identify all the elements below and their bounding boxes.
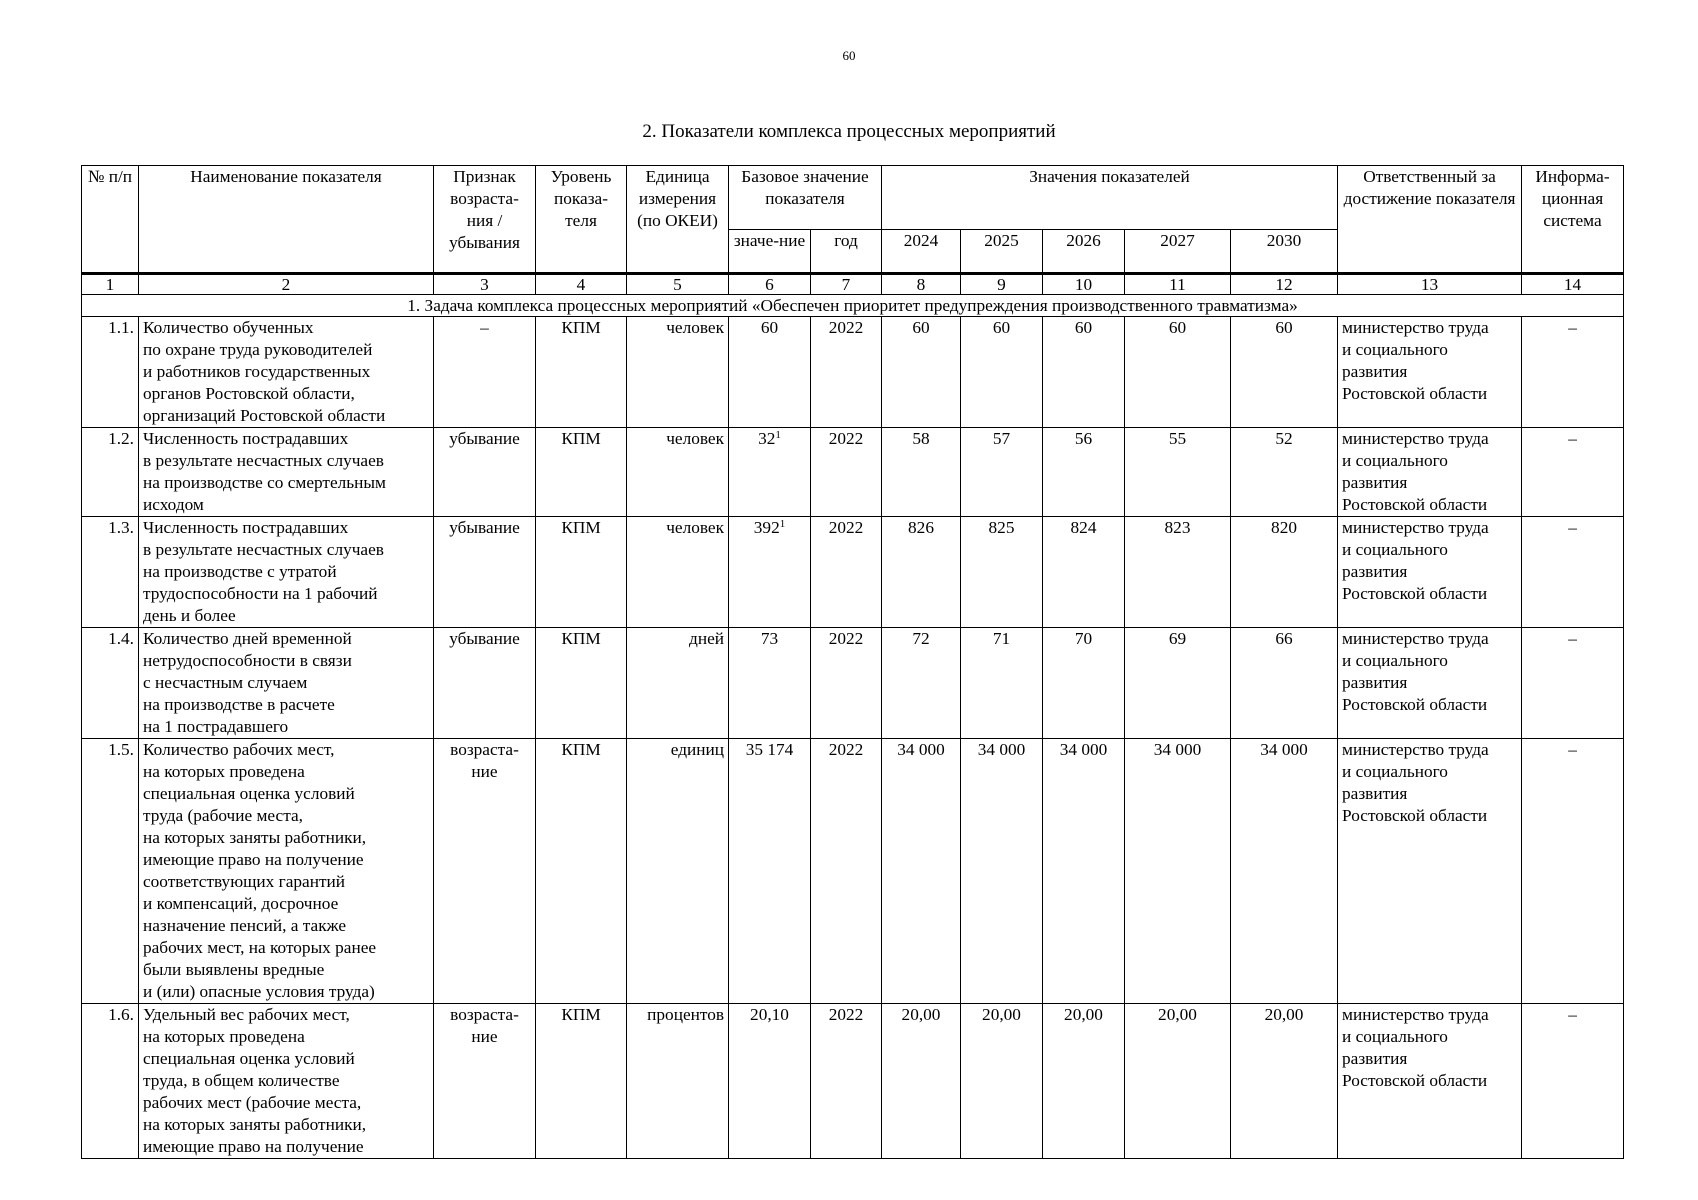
base-year: 2022 <box>811 428 882 517</box>
indicator-level: КПМ <box>536 517 627 628</box>
base-year: 2022 <box>811 739 882 1004</box>
infosystem: – <box>1522 428 1624 517</box>
value-2026: 60 <box>1043 317 1125 428</box>
indicator-name: Численность пострадавших в результате несчастных случаев на производстве с утратой трудоспособности на 1 рабочий день и более <box>139 517 434 628</box>
header-level: Уровень показа-теля <box>536 166 627 274</box>
task-row <box>82 295 1624 317</box>
indicator-level: КПМ <box>536 317 627 428</box>
value-2027: 823 <box>1125 517 1231 628</box>
indicator-name: Удельный вес рабочих мест, на которых проведена специальная оценка условий труда, в общем количестве рабочих мест (рабочие места, на которых заняты работники, имеющие право на получение <box>139 1004 434 1159</box>
column-number: 2 <box>139 274 434 295</box>
infosystem: – <box>1522 739 1624 1004</box>
header-base: Базовое значение показателя <box>729 166 882 230</box>
header-year-2026: 2026 <box>1043 230 1125 274</box>
table-row <box>82 628 1624 739</box>
value-2030: 820 <box>1231 517 1338 628</box>
column-number: 11 <box>1125 274 1231 295</box>
base-year: 2022 <box>811 517 882 628</box>
value-2027: 69 <box>1125 628 1231 739</box>
table-row <box>82 1004 1624 1159</box>
column-number: 1 <box>82 274 139 295</box>
indicator-sign: убывание <box>434 517 536 628</box>
header-year-2027: 2027 <box>1125 230 1231 274</box>
base-year: 2022 <box>811 317 882 428</box>
value-2025: 57 <box>961 428 1043 517</box>
header-name: Наименование показателя <box>139 166 434 274</box>
header-values: Значения показателей <box>882 166 1338 230</box>
header-num: № п/п <box>82 166 139 274</box>
base-value-text: 32 <box>758 429 776 448</box>
base-value-text: 35 174 <box>745 740 794 759</box>
indicator-sign: убывание <box>434 628 536 739</box>
indicator-sign: – <box>434 317 536 428</box>
header-year-2030: 2030 <box>1231 230 1338 274</box>
column-number: 13 <box>1338 274 1522 295</box>
section-title: 2. Показатели комплекса процессных мероприятий <box>642 121 1056 142</box>
table-row <box>82 317 1624 428</box>
indicator-unit: дней <box>627 628 729 739</box>
value-2026: 34 000 <box>1043 739 1125 1004</box>
indicator-level: КПМ <box>536 739 627 1004</box>
responsible: министерство труда и социального развития Ростовской области <box>1338 317 1522 428</box>
row-number: 1.6. <box>82 1004 139 1159</box>
task-title: 1. Задача комплекса процессных мероприятий «Обеспечен приоритет предупреждения производственного травматизма» <box>82 295 1624 317</box>
base-value <box>729 317 811 428</box>
column-number: 4 <box>536 274 627 295</box>
base-value-text: 20,10 <box>750 1005 789 1024</box>
responsible: министерство труда и социального развития Ростовской области <box>1338 1004 1522 1159</box>
column-number: 12 <box>1231 274 1338 295</box>
header-unit: Единица измерения (по ОКЕИ) <box>627 166 729 274</box>
row-number: 1.5. <box>82 739 139 1004</box>
infosystem: – <box>1522 317 1624 428</box>
column-number: 8 <box>882 274 961 295</box>
header-sign: Признак возраста-ния / убывания <box>434 166 536 274</box>
indicator-unit: человек <box>627 317 729 428</box>
value-2030: 66 <box>1231 628 1338 739</box>
indicator-unit: человек <box>627 517 729 628</box>
column-number: 10 <box>1043 274 1125 295</box>
indicator-name: Количество дней временной нетрудоспособности в связи с несчастным случаем на производстве в расчете на 1 пострадавшего <box>139 628 434 739</box>
base-value <box>729 739 811 1004</box>
base-value <box>729 628 811 739</box>
base-year: 2022 <box>811 628 882 739</box>
indicator-name: Количество обученных по охране труда руководителей и работников государственных органов Ростовской области, организаций Ростовской области <box>139 317 434 428</box>
header-base-value: значе-ние <box>729 230 811 274</box>
footnote-marker: 1 <box>779 518 786 530</box>
header-infosystem: Информа-ционная система <box>1522 166 1624 274</box>
value-2024: 72 <box>882 628 961 739</box>
value-2025: 71 <box>961 628 1043 739</box>
value-2026: 56 <box>1043 428 1125 517</box>
base-value <box>729 517 811 628</box>
value-2027: 34 000 <box>1125 739 1231 1004</box>
indicator-level: КПМ <box>536 428 627 517</box>
table-row <box>82 517 1624 628</box>
base-value-text: 60 <box>760 318 779 337</box>
header-responsible: Ответственный за достижение показателя <box>1338 166 1522 274</box>
value-2026: 824 <box>1043 517 1125 628</box>
column-number: 7 <box>811 274 882 295</box>
responsible: министерство труда и социального развития Ростовской области <box>1338 517 1522 628</box>
row-number: 1.2. <box>82 428 139 517</box>
responsible: министерство труда и социального развития Ростовской области <box>1338 628 1522 739</box>
page-number: 60 <box>842 48 856 63</box>
infosystem: – <box>1522 1004 1624 1159</box>
indicator-unit: единиц <box>627 739 729 1004</box>
indicator-level: КПМ <box>536 628 627 739</box>
header-base-year: год <box>811 230 882 274</box>
value-2024: 20,00 <box>882 1004 961 1159</box>
indicator-unit: процентов <box>627 1004 729 1159</box>
value-2025: 34 000 <box>961 739 1043 1004</box>
value-2030: 20,00 <box>1231 1004 1338 1159</box>
responsible: министерство труда и социального развития Ростовской области <box>1338 428 1522 517</box>
value-2027: 55 <box>1125 428 1231 517</box>
value-2024: 34 000 <box>882 739 961 1004</box>
column-number: 14 <box>1522 274 1624 295</box>
base-value <box>729 428 811 517</box>
value-2030: 34 000 <box>1231 739 1338 1004</box>
base-year: 2022 <box>811 1004 882 1159</box>
header-year-2025: 2025 <box>961 230 1043 274</box>
header-year-2024: 2024 <box>882 230 961 274</box>
value-2030: 52 <box>1231 428 1338 517</box>
value-2024: 58 <box>882 428 961 517</box>
infosystem: – <box>1522 628 1624 739</box>
value-2025: 60 <box>961 317 1043 428</box>
indicator-level: КПМ <box>536 1004 627 1159</box>
indicator-sign: возраста- ние <box>434 1004 536 1159</box>
indicator-unit: человек <box>627 428 729 517</box>
footnote-marker: 1 <box>775 429 781 441</box>
column-number-row <box>82 274 1624 295</box>
header-row <box>82 166 1624 230</box>
table-row <box>82 739 1624 1004</box>
indicator-name: Численность пострадавших в результате несчастных случаев на производстве со смертельным исходом <box>139 428 434 517</box>
indicator-sign: возраста- ние <box>434 739 536 1004</box>
row-number: 1.4. <box>82 628 139 739</box>
indicator-name: Количество рабочих мест, на которых проведена специальная оценка условий труда (рабочие места, на которых заняты работники, имеющие право на получение соответствующих гарантий и компенсаций, досрочное назначение пенсий, а также рабочих мест, на которых ранее были выявлены вредные и (или) опасные условия труда) <box>139 739 434 1004</box>
column-number: 3 <box>434 274 536 295</box>
value-2030: 60 <box>1231 317 1338 428</box>
value-2025: 20,00 <box>961 1004 1043 1159</box>
value-2027: 20,00 <box>1125 1004 1231 1159</box>
base-value-text: 392 <box>753 518 780 537</box>
column-number: 5 <box>627 274 729 295</box>
base-value-text: 73 <box>760 629 779 648</box>
responsible: министерство труда и социального развития Ростовской области <box>1338 739 1522 1004</box>
value-2027: 60 <box>1125 317 1231 428</box>
column-number: 6 <box>729 274 811 295</box>
indicator-sign: убывание <box>434 428 536 517</box>
value-2026: 20,00 <box>1043 1004 1125 1159</box>
infosystem: – <box>1522 517 1624 628</box>
column-number: 9 <box>961 274 1043 295</box>
table-row <box>82 428 1624 517</box>
value-2024: 60 <box>882 317 961 428</box>
base-value <box>729 1004 811 1159</box>
row-number: 1.3. <box>82 517 139 628</box>
value-2025: 825 <box>961 517 1043 628</box>
value-2026: 70 <box>1043 628 1125 739</box>
value-2024: 826 <box>882 517 961 628</box>
row-number: 1.1. <box>82 317 139 428</box>
indicators-table <box>81 165 1624 1159</box>
